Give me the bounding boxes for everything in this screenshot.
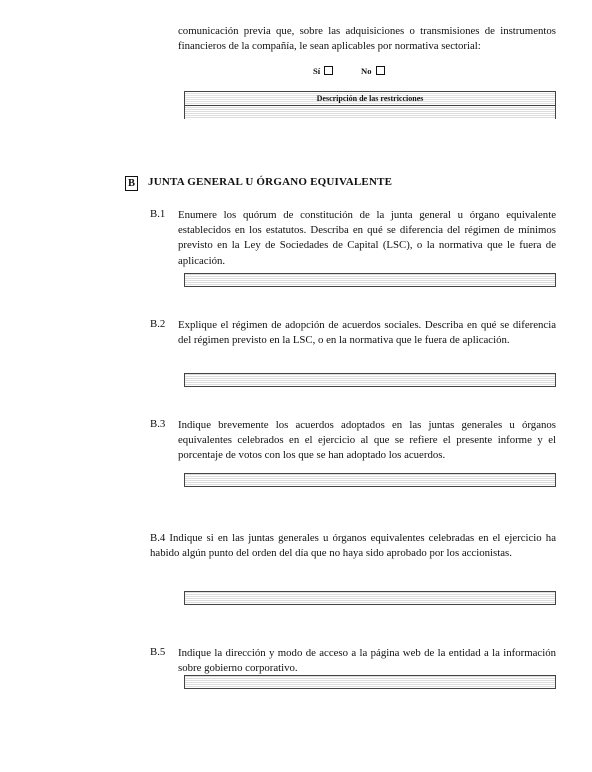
restrictions-table	[184, 91, 556, 119]
intro-paragraph: comunicación previa que, sobre las adquisiciones o transmisiones de instrumentos financieros de la compañía, le sean aplicables por normativa sectorial:	[178, 25, 556, 53]
no-checkbox[interactable]	[376, 66, 385, 75]
answer-field-b4[interactable]	[184, 591, 556, 605]
answer-field-b1[interactable]	[184, 273, 556, 287]
question-text: Indique si en las juntas generales u órganos equivalentes celebradas en el ejercicio ha habido algún punto del orden del día que no haya sido aprobado por los accionistas.	[150, 532, 556, 560]
yes-label: Sí	[313, 66, 321, 76]
yes-option[interactable]	[313, 66, 333, 76]
restrictions-input[interactable]	[185, 106, 555, 119]
yes-checkbox[interactable]	[324, 66, 333, 75]
answer-field-b3[interactable]	[184, 473, 556, 487]
section-title: JUNTA GENERAL U ÓRGANO EQUIVALENTE	[148, 176, 393, 188]
question-number: B.2	[150, 318, 166, 330]
question-b4	[150, 531, 556, 561]
question-text: Indique brevemente los acuerdos adoptados en las juntas generales u órganos equivalentes celebrados en el ejercicio al que se refiere el presente informe y el porcentaje de votos con los que se han adoptado los acuerdos.	[178, 419, 556, 462]
question-number: B.1	[150, 208, 166, 220]
question-text: Indique la dirección y modo de acceso a la página web de la entidad a la información sobre gobierno corporativo.	[178, 647, 556, 675]
answer-field-b5[interactable]	[184, 675, 556, 689]
answer-field-b2[interactable]	[184, 373, 556, 387]
question-text: Explique el régimen de adopción de acuerdos sociales. Describa en qué se diferencia del régimen previsto en la LSC, o en la normativa que le fuera de aplicación.	[178, 319, 556, 347]
section-letter-box: B	[125, 176, 138, 191]
question-number: B.3	[150, 418, 166, 430]
question-number: B.5	[150, 646, 166, 658]
no-label: No	[361, 66, 372, 76]
question-text: Enumere los quórum de constitución de la junta general u órgano equivalente establecidos en los estatutos. Describa en qué se diferencia del régimen de mínimos previsto en la Ley de Sociedades de Capital (LSC), o la normativa que le fuera de aplicación.	[178, 209, 556, 267]
restrictions-header: Descripción de las restricciones	[185, 92, 555, 106]
question-number: B.4	[150, 532, 166, 544]
no-option[interactable]	[361, 66, 385, 76]
